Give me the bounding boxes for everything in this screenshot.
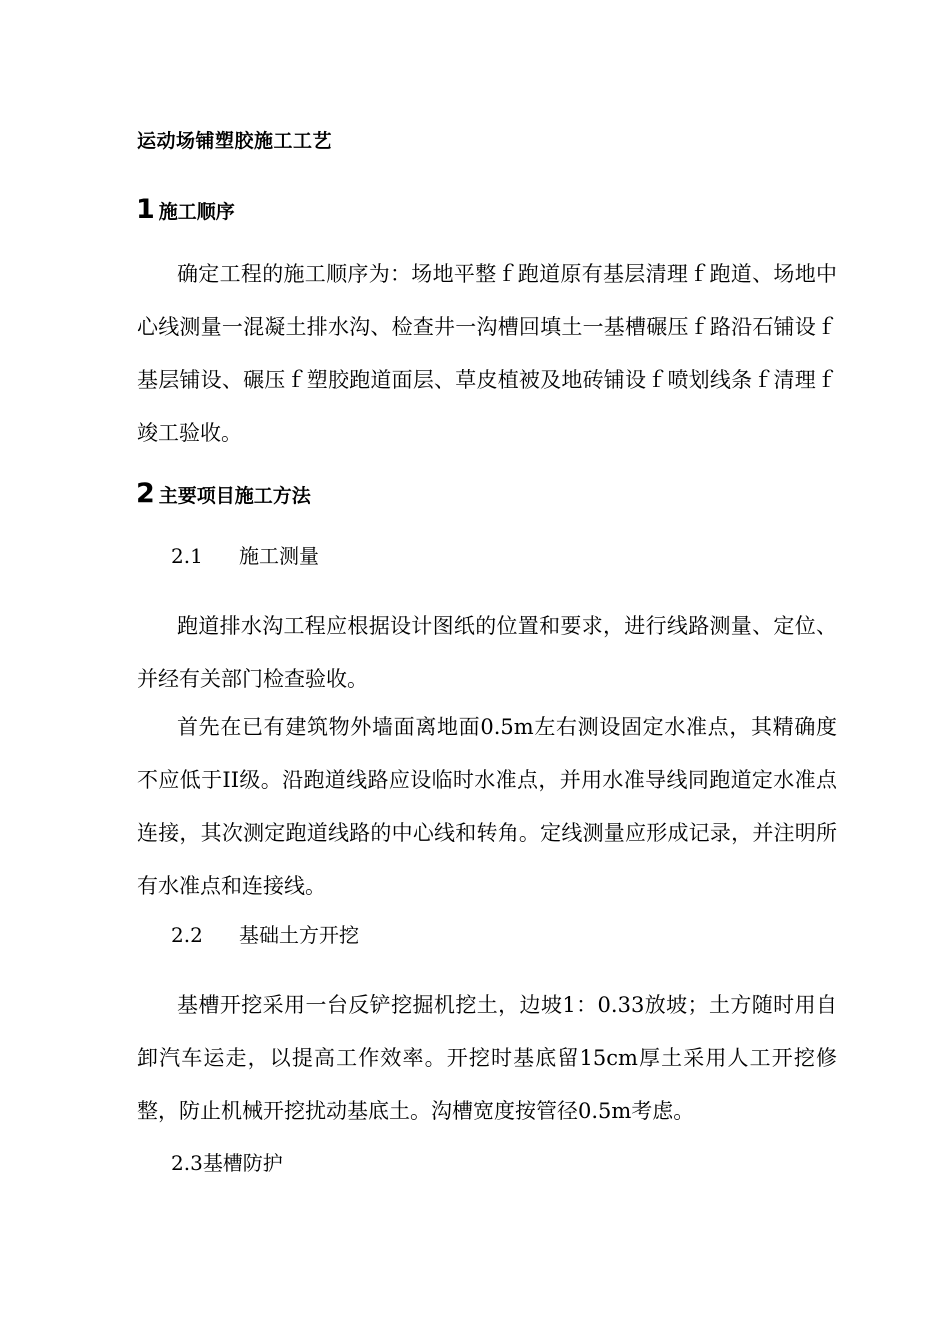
section-number: 2 xyxy=(136,478,155,509)
subsection-number: 2.3 xyxy=(171,1151,203,1175)
document-title: 运动场铺塑胶施工工艺 xyxy=(137,130,333,152)
subsection-title: 基槽防护 xyxy=(202,1151,283,1175)
subsection-heading-2-1 xyxy=(171,541,319,571)
section-heading-1 xyxy=(136,192,235,231)
subsection-heading-2-3 xyxy=(171,1148,283,1178)
subsection-number: 2.2 xyxy=(171,923,203,947)
paragraph-survey-drainage: 跑道排水沟工程应根据设计图纸的位置和要求，进行线路测量、定位、并经有关部门检查验收。 xyxy=(137,614,837,691)
subsection-heading-2-2 xyxy=(171,920,359,950)
subsection-title: 基础土方开挖 xyxy=(239,923,359,947)
paragraph-construction-sequence: 确定工程的施工顺序为：场地平整ｆ跑道原有基层清理ｆ跑道、场地中心线测量一混凝土排水沟、检查井一沟槽回填土一基槽碾压ｆ路沿石铺设ｆ基层铺设、碾压ｆ塑胶跑道面层、草皮植被及地砖铺设ｆ喷划线条ｆ清理ｆ竣工验收。 xyxy=(137,262,837,445)
subsection-number: 2.1 xyxy=(171,544,203,568)
section-title: 施工顺序 xyxy=(158,201,235,223)
paragraph-survey-benchmark: 首先在已有建筑物外墙面离地面0.5m左右测设固定水准点，其精确度不应低于II级。沿跑道线路应设临时水准点，并用水准导线同跑道定水准点连接，其次测定跑道线路的中心线和转角。定线测量应形成记录，并注明所有水准点和连接线。 xyxy=(137,715,837,898)
section-title: 主要项目施工方法 xyxy=(158,485,311,507)
paragraph-earthwork-excavation: 基槽开挖采用一台反铲挖掘机挖土，边坡1：0.33放坡；土方随时用自卸汽车运走，以提高工作效率。开挖时基底留15cm厚土采用人工开挖修整，防止机械开挖扰动基底土。沟槽宽度按管径0.5m考虑。 xyxy=(137,993,837,1123)
subsection-title: 施工测量 xyxy=(239,544,319,568)
section-heading-2 xyxy=(136,476,311,515)
section-number: 1 xyxy=(136,194,155,225)
